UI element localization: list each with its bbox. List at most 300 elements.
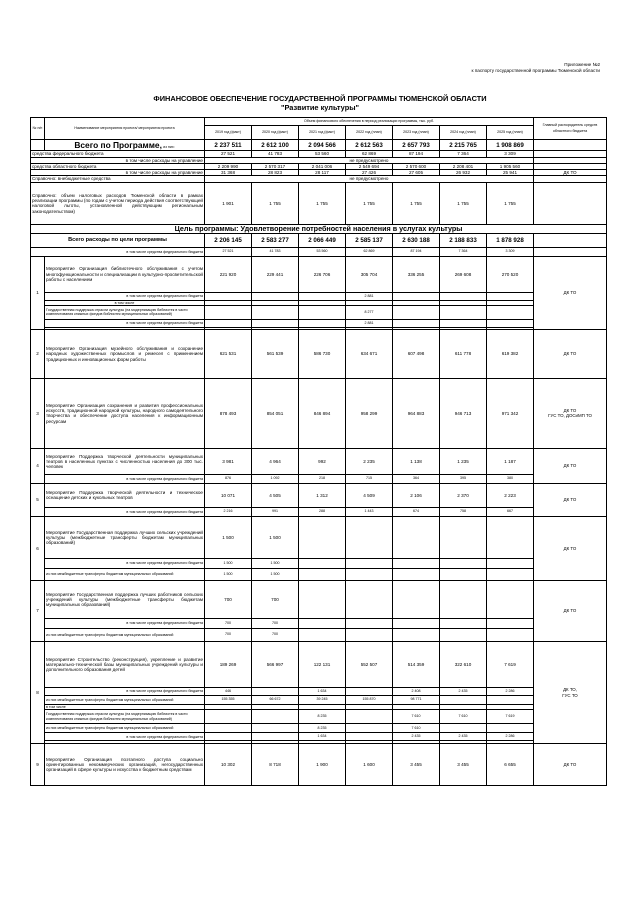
program-total-row [31,140,607,151]
activity-value: 971 342 [487,378,534,448]
title-line-1: ФИНАНСОВОЕ ОБЕСПЕЧЕНИЕ ГОСУДАРСТВЕННОЙ ПРОГРАММЫ ТЮМЕНСКОЙ ОБЛАСТИ [153,94,487,103]
activity-mbt-value [299,568,346,580]
program-total-value: 1 908 869 [487,140,534,151]
activity-fed-value: 715 [346,474,393,483]
program-total-value: 2 612 563 [346,140,393,151]
activity-value: 122 131 [299,641,346,687]
activity-value [440,580,487,618]
activity-mbt-value [346,568,393,580]
activity-value: 269 608 [440,256,487,292]
fed-mgmt-label: в том числе расходы на управление [31,157,205,163]
activity-value [346,580,393,618]
activity-fed-value: 991 [252,507,299,516]
activity-value: 1 187 [487,448,534,474]
activity-support-fed-value: 2 881 [346,319,393,327]
activity-incl-label: в том числе [45,300,205,305]
activity-value: 2 223 [487,483,534,507]
activity-value [440,516,487,558]
activity-value: 229 441 [252,256,299,292]
activity-row [31,378,607,448]
financing-table [30,117,607,786]
activity-value: 4 509 [346,483,393,507]
activity-support-label: Государственная поддержка отрасли культуры (на модернизацию библиотек в части комплектования книжных фондов библиотек муниципальных образований) [45,710,205,724]
activity-fed-value [299,292,346,300]
activity-fed-value [346,618,393,628]
header-name: Наименование мероприятия проекта/ мероприятия проекта [45,118,205,140]
activity-fed-value [299,618,346,628]
activity-mbt-label: из них межбюджетные трансферты бюджетам муниципальных образований [45,628,205,641]
obl-budget-value: 2 209 990 [205,163,252,169]
activity-support-fed-value [299,319,346,327]
goal-fed-value: 53 560 [299,247,346,256]
tax-expense-value: 1 755 [299,182,346,224]
activity-support-value: 8 277 [346,305,393,319]
activity-fed-value [252,687,299,695]
activity-support-value: 7 610 [440,710,487,724]
activity-mbt-value: 700 [252,628,299,641]
goal-fed-value: 7 364 [440,247,487,256]
activity-fed-value: 2 286 [487,733,534,741]
activity-fed-value: 1 092 [252,474,299,483]
activity-value: 958 299 [346,378,393,448]
header-year: 2025 год (план) [487,126,534,140]
fed-budget-value: 53 560 [299,151,346,157]
activity-text: Мероприятие Поддержка творческой деятельности и техническое оснащение детских и кукольных театров [45,483,205,507]
activity-fed-value: 667 [487,507,534,516]
activity-value: 846 894 [299,378,346,448]
activity-support-fed-value [487,319,534,327]
activity-fed-value: 1 634 [299,687,346,695]
obl-mgmt-value: 27 605 [393,170,440,176]
goal-heading: Цель программы: Удовлетворение потребностей населения в услугах культуры [31,224,607,233]
activity-fed-value: 758 [440,507,487,516]
activity-fed-value [393,618,440,628]
activity-support-value [299,305,346,319]
program-total-value: 2 094 566 [299,140,346,151]
activity-admin: ДК ТО [534,448,607,483]
header-num: № п/п [31,118,45,140]
activity-fed-label: в том числе средства федерального бюджета [45,507,205,516]
activity-value: 1 138 [393,448,440,474]
obl-mgmt-value: 27 426 [346,170,393,176]
activity-value [393,580,440,618]
goal-row [31,224,607,233]
activity-fed-value [252,733,299,741]
activity-value: 3 455 [393,744,440,786]
activity-value: 586 730 [299,329,346,378]
activity-mbt-value: 39 245 [299,695,346,704]
activity-row [31,641,607,687]
header-year: 2019 год (факт) [205,126,252,140]
tax-expense-value: 1 755 [346,182,393,224]
activity-fed-value: 2 408 [393,687,440,695]
activity-admin-line: ДК ТО, [563,687,577,693]
activity-support-value [252,305,299,319]
activity-admin [534,641,607,743]
goal-total-value: 1 878 928 [487,233,534,247]
obl-budget-value: 2 208 401 [440,163,487,169]
header-year: 2020 год (факт) [252,126,299,140]
goal-fed-value: 62 869 [346,247,393,256]
activity-fed-value [205,733,252,741]
goal-total-value: 2 206 145 [205,233,252,247]
activity-fed-row [31,292,607,300]
obl-budget-value: 1 905 560 [487,163,534,169]
activity-fed-value: 674 [393,507,440,516]
tax-expense-value: 1 755 [487,182,534,224]
activity-fed-row [31,474,607,483]
activity-admin: ДК ТО [534,483,607,516]
obl-budget-value: 2 549 694 [346,163,393,169]
obl-budget-value: 2 041 006 [299,163,346,169]
activity-value: 607 498 [393,329,440,378]
activity-fed-row [31,733,607,741]
activity-fed-label: в том числе средства федерального бюджета [45,558,205,568]
activity-number: 3 [31,378,45,448]
activity-value: 1 235 [440,448,487,474]
activity-mbt-value [487,628,534,641]
activity-support-fed-value [393,319,440,327]
activity-mbt-value [487,724,534,733]
header-group: Объем финансового обеспечения в период реализации программы, тыс. руб. [205,118,534,126]
annex-note [472,62,601,74]
activity-fed-value: 1 443 [346,507,393,516]
activity-fed-row [31,687,607,695]
extra-budget-label: Справочно: внебюджетные средства [31,176,205,182]
activity-value: 10 071 [205,483,252,507]
activity-text: Мероприятие Государственная поддержка лучших сельских учреждений культуры (межбюджетные трансферты бюджетам муниципальных образований) [45,516,205,558]
activity-value: 566 997 [252,641,299,687]
activity-fed-value [487,618,534,628]
goal-total-label: Всего расходы по цели программы [31,233,205,247]
activity-text: Мероприятие Строительство (реконструкция), укрепление и развитие материально-технической базы муниципальных учреждений культуры и дополнительного образования детей [45,641,205,687]
program-total-label-small: из них: [163,145,175,149]
activity-support-fed-row [31,319,607,327]
goal-total-row [31,233,607,247]
obl-mgmt-value: 31 368 [205,170,252,176]
activity-fed-value: 395 [440,474,487,483]
activity-value: 634 671 [346,329,393,378]
activity-mbt-value [440,724,487,733]
activity-mbt-value: 7 610 [393,724,440,733]
activity-admin: ДК ТО [534,256,607,329]
fed-budget-label: средства федерального бюджета [31,151,205,157]
goal-fed-value: 27 521 [205,247,252,256]
activity-mbt-value [487,568,534,580]
activity-fed-value [440,558,487,568]
activity-value: 4 964 [252,448,299,474]
header-year: 2024 год (план) [440,126,487,140]
activity-row [31,483,607,507]
obl-mgmt-value: 26 932 [440,170,487,176]
activity-support-value [252,710,299,724]
activity-fed-value: 2 435 [440,687,487,695]
activity-mbt-row [31,724,607,733]
activity-value: 964 883 [393,378,440,448]
activity-value [299,516,346,558]
obl-mgmt-value: 28 117 [299,170,346,176]
activity-value: 10 302 [205,744,252,786]
activity-mbt-value [252,724,299,733]
activity-fed-row [31,558,607,568]
activity-value: 336 255 [393,256,440,292]
activity-value: 611 778 [440,329,487,378]
activity-incl-label: в том числе [45,704,205,709]
goal-total-value: 2 188 833 [440,233,487,247]
activity-value [487,580,534,618]
activity-value: 2 106 [393,483,440,507]
activity-fed-value: 218 [299,474,346,483]
activity-admin-line: ГУС ТО, ДОСиМП ТО [548,413,592,419]
activity-admin-line: ГУС ТО [562,692,578,698]
activity-value: 6 655 [487,744,534,786]
activity-mbt-value [440,695,487,704]
activity-mbt-value [346,724,393,733]
activity-mbt-value [299,628,346,641]
activity-fed-value: 1 634 [299,733,346,741]
activity-fed-value [393,558,440,568]
activity-mbt-row [31,568,607,580]
goal-fed-row [31,247,607,256]
activity-fed-value: 2 435 [393,733,440,741]
activity-mbt-value: 1 500 [205,568,252,580]
activity-text: Мероприятие Организация поэтапного доступа социально ориентированных некоммерческих организаций, негосударственных организаций в сфере культуры и искусства к бюджетным средствам [45,744,205,786]
activity-fed-value [205,292,252,300]
annex-number: Приложение №2 [564,62,600,67]
activity-number: 4 [31,448,45,483]
activity-value: 2 370 [440,483,487,507]
activity-support-fed-label: в том числе средства федерального бюджета [45,319,205,327]
activity-value: 878 493 [205,378,252,448]
activity-admin: ДК ТО [534,580,607,641]
activity-support-value: 8 235 [299,710,346,724]
activity-value: 619 382 [487,329,534,378]
activity-mbt-value: 155 355 [205,695,252,704]
activity-fed-value: 876 [205,474,252,483]
activity-support-fed-value [252,319,299,327]
activity-mbt-value: 66 672 [252,695,299,704]
tax-expense-label: Справочно: объем налоговых расходов Тюменской области в рамках реализации программы (по годам с учетом периода действия соответствующей налоговой льготы, установленной действующим региональным законодательством) [31,182,205,224]
activity-admin-line: ДК ТО [563,408,577,414]
activity-mbt-value: 1 500 [252,568,299,580]
activity-support-label: Государственная поддержка отрасли культуры (на модернизацию библиотек в части комплектования книжных фондов библиотек муниципальных образований) [45,305,205,319]
activity-mbt-value [393,568,440,580]
goal-total-value: 2 583 277 [252,233,299,247]
activity-fed-value: 2 286 [487,687,534,695]
fed-budget-value: 3 309 [487,151,534,157]
activity-value: 305 704 [346,256,393,292]
activity-value: 1 500 [205,516,252,558]
activity-number: 8 [31,641,45,743]
activity-value: 226 706 [299,256,346,292]
activity-value: 1 600 [346,744,393,786]
activity-fed-value [346,687,393,695]
activity-support-value: 7 619 [487,710,534,724]
activity-fed-label: в том числе средства федерального бюджета [45,618,205,628]
header-year: 2023 год (план) [393,126,440,140]
annex-reference: к паспорту государственной программы Тюменской области [471,68,600,73]
activity-fed-label: в том числе средства федерального бюджета [45,733,205,741]
obl-budget-value: 2 570 600 [393,163,440,169]
activity-text: Мероприятие Организация библиотечного обслуживания с учетом многофункциональности и специализации в культурно-просветительской работы с населением [45,256,205,292]
activity-admin: ДК ТО [534,329,607,378]
activity-support-row [31,305,607,319]
fed-mgmt-value: не предусмотрено [205,157,534,163]
activity-mbt-value: 98 771 [393,695,440,704]
activity-mbt-label: из них межбюджетные трансферты бюджетам муниципальных образований [45,695,205,704]
activity-fed-value [252,292,299,300]
activity-mbt-value [440,568,487,580]
title-line-2: "Развитие культуры" [280,103,360,112]
activity-row [31,744,607,786]
activity-value: 700 [205,580,252,618]
header-admin: Главный распорядитель средств областного бюджета [534,118,607,140]
activity-text: Мероприятие Государственная поддержка лучших работников сельских учреждений культуры (межбюджетные трансферты бюджетам муниципальных образований) [45,580,205,618]
activity-value: 270 520 [487,256,534,292]
goal-fed-value: 87 194 [393,247,440,256]
activity-support-value [393,305,440,319]
activity-value [393,516,440,558]
activity-support-value [487,305,534,319]
activity-value: 4 505 [252,483,299,507]
activity-fed-value [299,558,346,568]
activity-mbt-value [440,628,487,641]
activity-fed-value [346,733,393,741]
activity-fed-row [31,618,607,628]
activity-admin: ДК ТО [534,744,607,786]
header-year: 2022 год (план) [346,126,393,140]
goal-fed-value: 41 783 [252,247,299,256]
activity-mbt-row [31,695,607,704]
activity-support-value: 7 610 [393,710,440,724]
activity-support-value [440,305,487,319]
activity-row [31,256,607,292]
obl-budget-label: средства областного бюджета [31,163,205,169]
program-total-value: 2 612 100 [252,140,299,151]
activity-value: 946 713 [440,378,487,448]
activity-mbt-label: из них межбюджетные трансферты бюджетам муниципальных образований [45,724,205,733]
fed-budget-value: 41 783 [252,151,299,157]
activity-fed-value: 700 [252,618,299,628]
activity-text: Мероприятие Организация музейного обслуживания и сохранение народных художественных промыслов и ремесел с применением традиционных и инновационных форм работы [45,329,205,378]
activity-admin: ДК ТО [534,516,607,580]
activity-support-fed-value [205,319,252,327]
activity-mbt-value: 8 235 [299,724,346,733]
activity-fed-value [440,618,487,628]
activity-number: 9 [31,744,45,786]
activity-row [31,448,607,474]
fed-budget-value: 62 869 [346,151,393,157]
activity-row [31,329,607,378]
activity-mbt-row [31,628,607,641]
activity-support-value [205,305,252,319]
activity-fed-value: 446 [205,687,252,695]
activity-fed-value [440,292,487,300]
goal-total-value: 2 630 188 [393,233,440,247]
activity-fed-value: 2 216 [205,507,252,516]
activity-fed-value: 1 500 [252,558,299,568]
obl-mgmt-admin: ДК ТО [534,170,607,176]
activity-text: Мероприятие Организация сохранения и развития профессиональных искусств, традиционной народной культуры, народного самодеятельного творчества и обеспечение доступа населения к информационным ресурсам [45,378,205,448]
activity-text: Мероприятие Поддержка творческой деятельности муниципальных театров в населенных пунктах с численностью населения до 300 тыс. человек [45,448,205,474]
activity-value: 854 051 [252,378,299,448]
program-total-value: 2 215 765 [440,140,487,151]
activity-value: 1 900 [299,744,346,786]
program-total-label: Всего по Программе, [74,140,162,150]
activity-fed-label: в том числе средства федерального бюджета [45,292,205,300]
activity-fed-value: 364 [393,474,440,483]
activity-value: 3 981 [205,448,252,474]
tax-expense-value: 1 755 [252,182,299,224]
activity-support-row [31,710,607,724]
obl-mgmt-label: в том числе расходы на управление [31,170,205,176]
activity-value: 1 312 [299,483,346,507]
activity-value: 514 359 [393,641,440,687]
activity-number: 6 [31,516,45,580]
activity-value: 189 269 [205,641,252,687]
activity-row [31,516,607,558]
activity-value: 221 920 [205,256,252,292]
extra-budget-value: не предусмотрено [205,176,534,182]
activity-value: 992 [299,448,346,474]
obl-mgmt-value: 28 823 [252,170,299,176]
activity-support-value [346,710,393,724]
activity-value: 561 539 [252,329,299,378]
fed-budget-value: 27 521 [205,151,252,157]
tax-expense-value: 1 901 [205,182,252,224]
activity-value: 3 455 [440,744,487,786]
activity-fed-value: 288 [299,507,346,516]
activity-support-value [205,710,252,724]
activity-mbt-value [346,628,393,641]
program-total-value: 2 237 511 [205,140,252,151]
activity-number: 7 [31,580,45,641]
activity-fed-value: 380 [487,474,534,483]
activity-fed-value [346,558,393,568]
activity-value [487,516,534,558]
fed-budget-value: 87 194 [393,151,440,157]
activity-value: 8 718 [252,744,299,786]
activity-mbt-value [205,724,252,733]
activity-admin [534,378,607,448]
activity-mbt-value [393,628,440,641]
activity-fed-value [487,558,534,568]
obl-mgmt-value: 25 941 [487,170,534,176]
activity-fed-value [393,292,440,300]
activity-fed-value: 700 [205,618,252,628]
activity-value: 1 500 [252,516,299,558]
tax-expense-value: 1 755 [393,182,440,224]
activity-value: 552 507 [346,641,393,687]
activity-mbt-value: 700 [205,628,252,641]
obl-budget-value: 2 570 317 [252,163,299,169]
activity-mbt-label: из них межбюджетные трансферты бюджетам муниципальных образований [45,568,205,580]
activity-number: 1 [31,256,45,329]
program-total-value: 2 657 793 [393,140,440,151]
activity-row [31,580,607,618]
table-header-row [31,118,607,126]
goal-total-value: 2 066 449 [299,233,346,247]
activity-value: 322 610 [440,641,487,687]
goal-fed-label: в том числе средства федерального бюджета [31,247,205,256]
activity-fed-label: в том числе средства федерального бюджета [45,474,205,483]
activity-value: 2 235 [346,448,393,474]
activity-fed-value: 2 435 [440,733,487,741]
goal-fed-value: 3 309 [487,247,534,256]
activity-number: 2 [31,329,45,378]
activity-value: 700 [252,580,299,618]
activity-fed-row [31,507,607,516]
